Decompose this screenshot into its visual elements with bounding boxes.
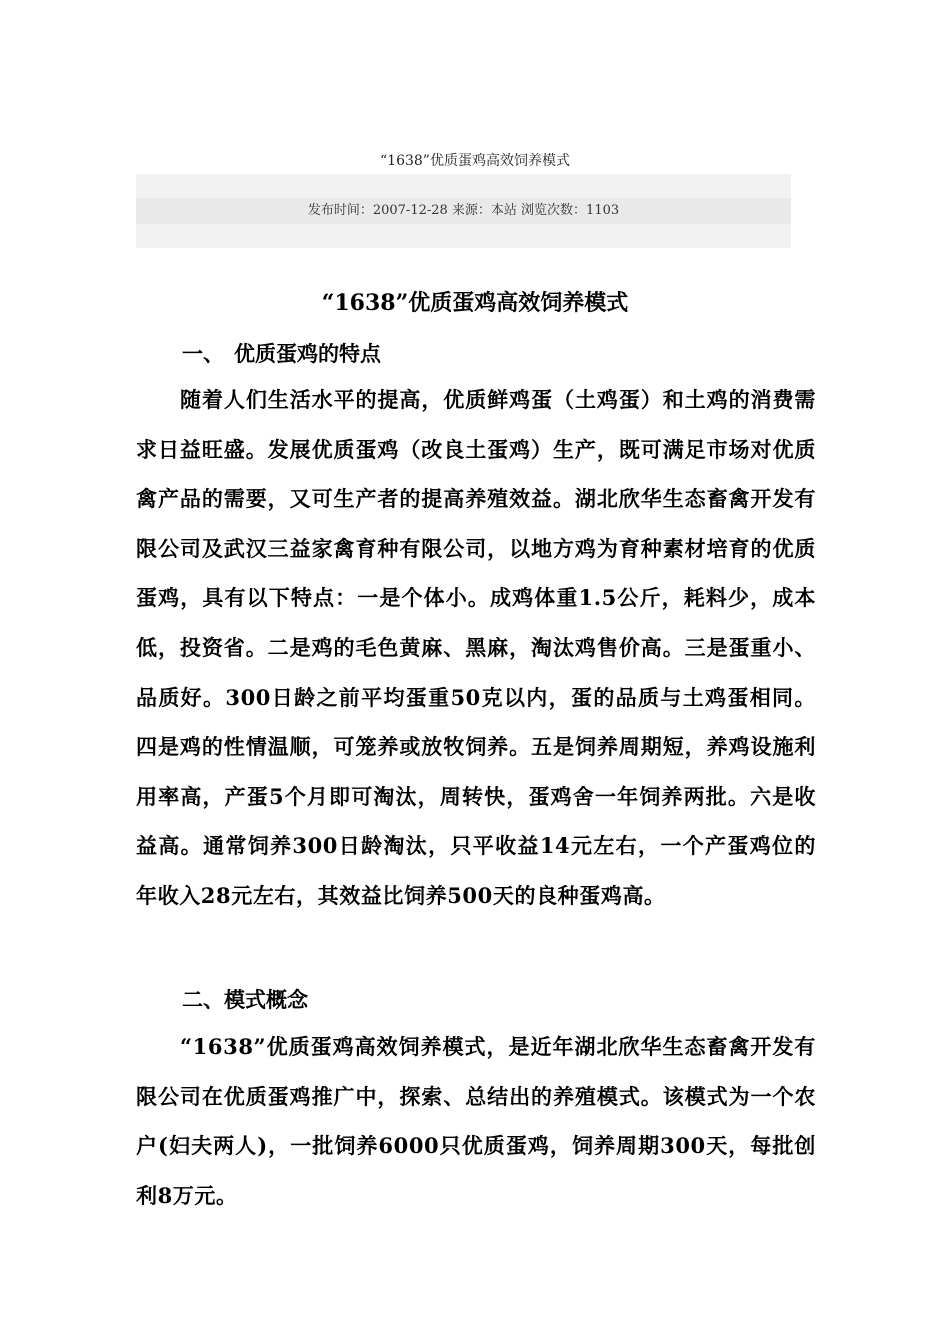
section-2-heading: 二、模式概念 [182, 987, 308, 1012]
article-title: “1638”优质蛋鸡高效饲养模式 [321, 290, 629, 316]
section-1-heading [182, 338, 381, 368]
page-small-title: “1638”优质蛋鸡高效饲养模式 [380, 153, 570, 169]
section-1-heading-text: 优质蛋鸡的特点 [234, 341, 381, 366]
section-1-paragraph: 随着人们生活水平的提高，优质鲜鸡蛋（土鸡蛋）和土鸡的消费需求日益旺盛。发展优质蛋鸡（改良土蛋鸡）生产，既可满足市场对优质禽产品的需要，又可生产者的提高养殖效益。湖北欣华生态畜禽开发有限公司及武汉三益家禽育种有限公司，以地方鸡为育种素材培育的优质蛋鸡，具有以下特点：一是个体小。成鸡体重1.5公斤，耗料少，成本低，投资省。二是鸡的毛色黄麻、黑麻，淘汰鸡售价高。三是蛋重小、品质好。300日龄之前平均蛋重50克以内，蛋的品质与土鸡蛋相同。四是鸡的性情温顺，可笼养或放牧饲养。五是饲养周期短，养鸡设施利用率高，产蛋5个月即可淘汰，周转快，蛋鸡舍一年饲养两批。六是收益高。通常饲养300日龄淘汰，只平收益14元左右，一个产蛋鸡位的年收入28元左右，其效益比饲养500天的良种蛋鸡高。 [136, 387, 816, 908]
meta-info-box [136, 174, 791, 248]
publish-meta: 发布时间：2007-12-28 来源：本站 浏览次数：1103 [136, 198, 791, 224]
section-1-number: 一、 [182, 341, 224, 366]
section-2-paragraph: “1638”优质蛋鸡高效饲养模式，是近年湖北欣华生态畜禽开发有限公司在优质蛋鸡推广中，探索、总结出的养殖模式。该模式为一个农户(妇夫两人)，一批饲养6000只优质蛋鸡，饲养周期300天，每批创利8万元。 [136, 1034, 816, 1208]
